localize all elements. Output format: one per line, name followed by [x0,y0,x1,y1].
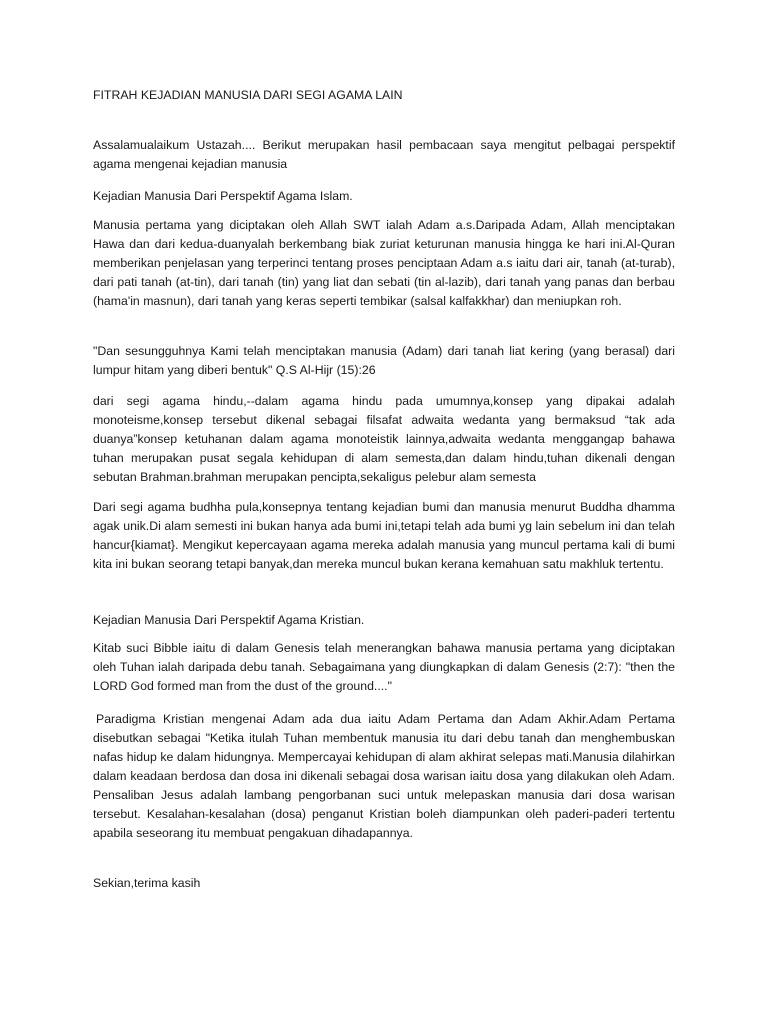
heading-kristian: Kejadian Manusia Dari Perspektif Agama Kristian. [93,613,365,627]
document-title: FITRAH KEJADIAN MANUSIA DARI SEGI AGAMA LAIN [93,88,403,102]
paragraph-hindu: dari segi agama hindu,--dalam agama hindu pada umumnya,konsep yang dipakai adalah monoteisme,konsep tersebut dikenal sebagai filsafat adwaita wedanta yang bermaksud “tak ada duanya”konsep ketuhanan dalam agama monoteistik lainnya,adwaita wedanta menggangap bahawa tuhan merupakan pusat segala kehidupan di alam semesta,dan dalam hindu,tuhan dikenali dengan sebutan Brahman.brahman merupakan pencipta,sekaligus pelebur alam semesta [93,394,675,484]
quote-al-hijr: "Dan sesungguhnya Kami telah menciptakan manusia (Adam) dari tanah liat kering (yang berasal) dari lumpur hitam yang diberi bentuk" Q.S Al-Hijr (15):26 [93,344,675,377]
paragraph-buddha: Dari segi agama budhha pula,konsepnya tentang kejadian bumi dan manusia menurut Buddha dhamma agak unik.Di alam semesti ini bukan hanya ada bumi ini,tetapi telah ada bumi yg lain sebelum ini dan telah hancur{kiamat}. Mengikut kepercayaan agama mereka adalah manusia yang muncul pertama kali di bumi kita ini bukan seorang tetapi banyak,dan mereka muncul bukan kerana kemahuan satu makhluk tertentu. [93,500,675,571]
closing-line: Sekian,terima kasih [93,876,201,890]
heading-islam: Kejadian Manusia Dari Perspektif Agama Islam. [93,189,353,203]
paragraph-paradigma-kristian: Paradigma Kristian mengenai Adam ada dua iaitu Adam Pertama dan Adam Akhir.Adam Pertama disebutkan sebagai "Ketika itulah Tuhan membentuk manusia itu dari debu tanah dan menghembuskan nafas hidup ke dalam hidungnya. Mempercayai kehidupan di alam akhirat selepas mati.Manusia dilahirkan dalam keadaan berdosa dan dosa ini dikenali sebagai dosa warisan iaitu dosa yang dilakukan oleh Adam. Pensaliban Jesus adalah lambang pengorbanan suci untuk melepaskan manusia dari dosa warisan tersebut. Kesalahan-kesalahan (dosa) penganut Kristian boleh diampunkan oleh paderi-paderi tertentu apabila seseorang itu membuat pengakuan dihadapannya. [93,712,675,840]
paragraph-islam: Manusia pertama yang diciptakan oleh Allah SWT ialah Adam a.s.Daripada Adam, Allah menciptakan Hawa dan dari kedua-duanyalah berkembang biak zuriat keturunan manusia hingga ke hari ini.Al-Quran memberikan penjelasan yang terperinci tentang proses penciptaan Adam a.s iaitu dari air, tanah (at-turab), dari pati tanah (at-tin), dari tanah (tin) yang liat dan sebati (tin al-lazib), dari tanah yang panas dan berbau (hama'in masnun), dari tanah yang keras seperti tembikar (salsal kalfakkhar) dan meniupkan roh. [93,218,675,308]
paragraph-genesis: Kitab suci Bibble iaitu di dalam Genesis telah menerangkan bahawa manusia pertama yang diciptakan oleh Tuhan ialah daripada debu tanah. Sebagaimana yang diungkapkan di dalam Genesis (2:7): "then the LORD God formed man from the dust of the ground...." [93,641,675,693]
greeting-paragraph: Assalamualaikum Ustazah.... Berikut merupakan hasil pembacaan saya mengitut pelbagai perspektif agama mengenai kejadian manusia [93,138,675,171]
